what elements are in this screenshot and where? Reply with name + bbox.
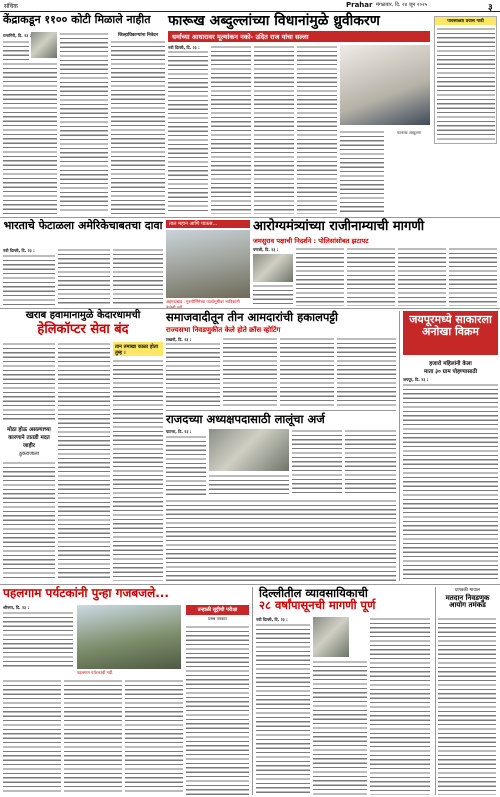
kicker-2: माता ३० ग्राम पोहण्यासाठी [423, 369, 477, 375]
body-text [256, 623, 310, 795]
body-text [3, 62, 57, 214]
side-label: ठुकराजाला [19, 451, 39, 457]
headline: फारूख अब्दुल्लांच्या विधानांमुळे ध्रुवीकरण [168, 13, 380, 29]
sidebar-title: जिल्हाधिकाऱ्यांना निवेदन [117, 33, 158, 38]
body-text [113, 359, 163, 581]
portrait-photo [31, 32, 57, 58]
body-text [58, 248, 110, 306]
date-line: मंगळवार, दि. २४ जून २०२५ [376, 2, 428, 8]
body-text [254, 45, 294, 214]
pahalgam-photo [77, 605, 181, 669]
body-text [313, 660, 367, 795]
headline: आरोग्यमंत्र्यांच्या राजीनाम्याची मागणी [253, 219, 425, 234]
body-text [398, 247, 446, 306]
body-text [111, 40, 165, 214]
dateline: लखनौ, दि. २३ : [166, 337, 192, 342]
headline-line2: हेलिकॉप्टर सेवा बंद [37, 321, 129, 337]
body-text [211, 45, 251, 214]
body-text [370, 617, 430, 795]
body-text [292, 429, 342, 495]
rain-photo [166, 230, 250, 298]
story-kedarnath [3, 311, 163, 581]
lalu-photo [209, 429, 289, 471]
story-election [435, 587, 497, 795]
headline: राजदच्या अध्यक्षपदासाठी लालूंचा अर्ज [166, 412, 325, 426]
story-rjd [166, 410, 396, 581]
subhead: राज्यसभा निवडणुकीत केले होते क्रॉस व्होटिंग [166, 326, 281, 334]
dateline: रत्नागिरी, दि. २३ : [3, 33, 32, 38]
masthead [0, 0, 500, 12]
body-text [186, 625, 249, 795]
body-text [166, 435, 206, 495]
dateline: नवी दिल्ली, दि. २३ : [168, 45, 200, 50]
headline: पहलगाम पर्यटकांनी पुन्हा गजबजले... [3, 586, 169, 600]
headline: केंद्राकडून ११०० कोटी मिळाले नाहीत [3, 13, 151, 26]
body-text [209, 474, 289, 495]
story-pahalgam [3, 587, 249, 795]
headline: दिल्लीतील व्यावसायिकाची [259, 586, 368, 600]
body-text [347, 247, 395, 306]
box-title: उन्हाळी सुट्टीची परीक्षा [186, 605, 249, 615]
dateline: नवी दिल्ली, दि. २३ : [256, 617, 288, 622]
body-text [125, 679, 183, 795]
body-text [168, 50, 208, 214]
box-label: प्रसन्न पत्रकार [208, 616, 227, 621]
headline: जयपूरमध्ये साकारला अनोखा विक्रम [409, 313, 492, 338]
story-delhi-businessman [252, 587, 432, 795]
photo-caption: फारूख अब्दुल्ला [397, 130, 421, 135]
dateline: नवी दिल्ली, दि. २३ : [3, 248, 35, 253]
monsoon-banner: पावसाळ्या प्रवास गाडी [435, 17, 496, 25]
body-text [60, 32, 108, 214]
body-text [64, 679, 122, 795]
body-text [345, 429, 396, 495]
paper-name: Prahar [346, 1, 373, 9]
headline: समाजवादीतून तीन आमदारांची हकालपट्टी [166, 310, 339, 324]
headline: मतदान निवडणुक आयोग तमंकड [445, 594, 490, 610]
kicker: प्रणवकी मायाल [454, 588, 481, 593]
body-text [403, 383, 498, 581]
headline-line2: २८ वर्षांपासूनची मागणी पूर्ण [259, 598, 376, 613]
body-text [337, 337, 396, 407]
body-text [297, 45, 337, 214]
body-text [437, 27, 495, 142]
page-number: ३ [488, 3, 493, 13]
body-text [223, 337, 277, 407]
dateline: पाटणा, दि. २३ : [166, 429, 192, 434]
protest-photo [253, 254, 293, 282]
body-text [296, 247, 344, 306]
body-text [438, 617, 496, 795]
story-farooq [168, 14, 430, 214]
body-text [166, 499, 396, 582]
body-text [3, 679, 61, 795]
kicker: हजारो महिलांनी केला [429, 361, 472, 367]
kicker-box: तान तमाखा काळा होता तुम्ह । [113, 342, 163, 356]
holiday-box [186, 605, 249, 795]
pull-quote: मोठा होऊ असल्याच्या कारणाने तातडी मदत जाहीर [7, 427, 51, 449]
photo-caption: पहलगाम पर्यटकांची गर्दी. [77, 670, 114, 675]
dateline: श्रीनगर, दि. २३ : [3, 605, 30, 610]
body-text [340, 130, 384, 214]
story-funds [3, 14, 165, 214]
story-sp-expulsion [166, 311, 396, 407]
dateline: जयपूर, दि. २३ : [403, 377, 429, 382]
body-text [253, 284, 293, 306]
headline: भारताचे फेटाळला अमेरिकेचाबतचा दावा [3, 219, 163, 232]
body-text [113, 248, 163, 306]
center-photo-block [166, 220, 250, 306]
headline: खराब हवामानामुळे केदारधामची [25, 310, 141, 321]
body-text [166, 342, 220, 407]
subhead: जमसुराव पक्षाची निदर्शने : पोलिसांसोबत झटापट [253, 237, 369, 245]
headline-box [403, 311, 498, 355]
body-text [3, 461, 55, 581]
section-label: संचिक [4, 3, 19, 10]
story-jaipur [399, 311, 497, 581]
monsoon-sidebar [434, 16, 497, 144]
body-text [3, 254, 55, 306]
dateline: पणजी, दि. २३ : [253, 247, 279, 252]
body-text [3, 611, 73, 669]
story-health-minister [253, 220, 497, 306]
body-text [449, 247, 497, 306]
farooq-photo [340, 45, 430, 125]
photo-banner: ताल महान आणि पाऊस... [166, 220, 250, 228]
body-text [280, 337, 334, 407]
businessman-photo [313, 617, 349, 657]
story-us-claim [3, 220, 163, 306]
photo-caption: अहमदाबाद : गुरुपौर्णिमेच्या पार्श्वभूमीवर भाविकांनी [166, 299, 240, 304]
subhead-banner: धर्माच्या आधारावर मूल्यांकन नको- उदित राज यांचा सल्ला [168, 31, 430, 42]
body-text [58, 342, 110, 581]
body-text [3, 342, 55, 422]
